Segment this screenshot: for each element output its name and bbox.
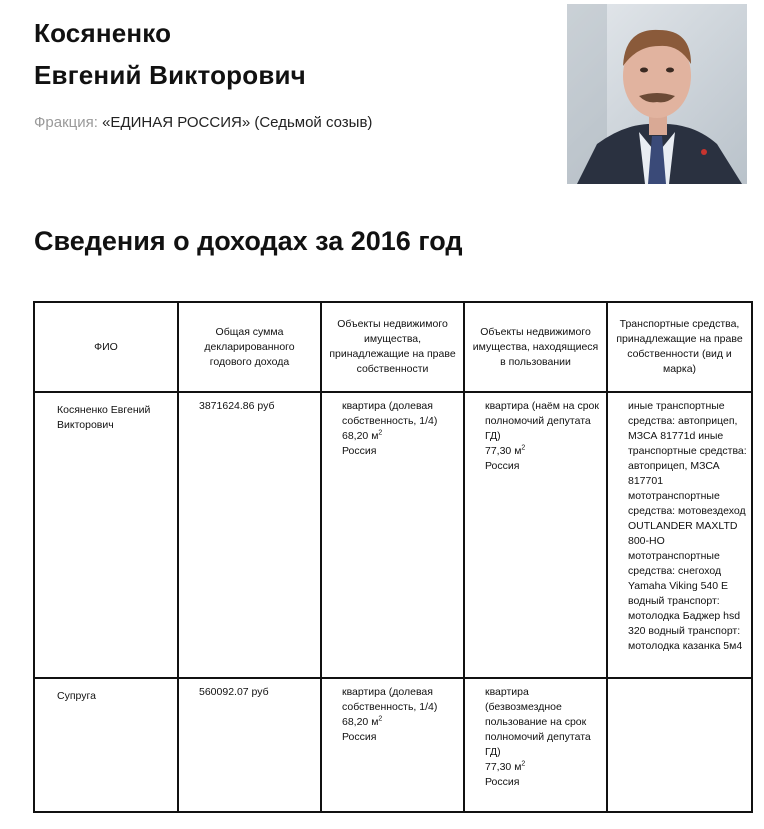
portrait-image — [567, 4, 747, 184]
used-area: 77,30 $м^2$ — [485, 444, 526, 457]
cell-name: Косяненко Евгений Викторович — [34, 392, 178, 678]
used-country: Россия — [485, 776, 520, 788]
cell-owned-property — [321, 392, 464, 678]
owned-country: Россия — [342, 731, 377, 743]
header-vehicles: Транспортные средства, принадлежащие на праве собственности (вид и марка) — [607, 302, 752, 392]
cell-owned-property — [321, 678, 464, 812]
cell-income: 560092.07 руб — [178, 678, 321, 812]
table-row — [34, 392, 752, 678]
used-area: 77,30 $м^2$ — [485, 760, 526, 773]
faction-line — [34, 114, 372, 131]
header-income: Общая сумма декларированного годового дохода — [178, 302, 321, 392]
section-title: Сведения о доходах за 2016 год — [34, 226, 463, 256]
deputy-given-names: Евгений Викторович — [34, 60, 306, 90]
owned-area: 68,20 $м^2$ — [342, 715, 383, 728]
cell-name: Супруга — [34, 678, 178, 812]
cell-vehicles — [607, 678, 752, 812]
owned-description: квартира (долевая собственность, 1/4) — [342, 400, 438, 427]
faction-value: «ЕДИНАЯ РОССИЯ» (Седьмой созыв) — [102, 114, 373, 131]
faction-label: Фракция: — [34, 114, 98, 131]
table-row — [34, 678, 752, 812]
deputy-photo — [567, 4, 747, 184]
used-country: Россия — [485, 460, 520, 472]
cell-used-property — [464, 392, 607, 678]
header-used-property: Объекты недвижимого имущества, находящиеся в пользовании — [464, 302, 607, 392]
header-name: ФИО — [34, 302, 178, 392]
cell-income: 3871624.86 руб — [178, 392, 321, 678]
owned-area: 68,20 $м^2$ — [342, 429, 383, 442]
deputy-surname: Косяненко — [34, 18, 172, 48]
header-owned-property: Объекты недвижимого имущества, принадлежащие на праве собственности — [321, 302, 464, 392]
income-table — [33, 301, 753, 813]
owned-country: Россия — [342, 445, 377, 457]
cell-used-property — [464, 678, 607, 812]
table-header-row — [34, 302, 752, 392]
owned-description: квартира (долевая собственность, 1/4) — [342, 686, 438, 713]
used-description: квартира (безвозмездное пользование на срок полномочий депутата ГД) — [485, 686, 591, 758]
deputy-name — [34, 12, 306, 96]
used-description: квартира (наём на срок полномочий депутата ГД) — [485, 400, 599, 442]
cell-vehicles: иные транспортные средства: автоприцеп, МЗСА 81771d иные транспортные средства: автоприцеп, МЗСА 817701 мототранспортные средства: мотовездеход OUTLANDER MAXLTD 800-HO мототранспортные средства: снегоход Yamaha Viking 540 E водный транспорт: мотолодка Баджер hsd 320 водный транспорт: мотолодка казанка 5м4 — [607, 392, 752, 678]
